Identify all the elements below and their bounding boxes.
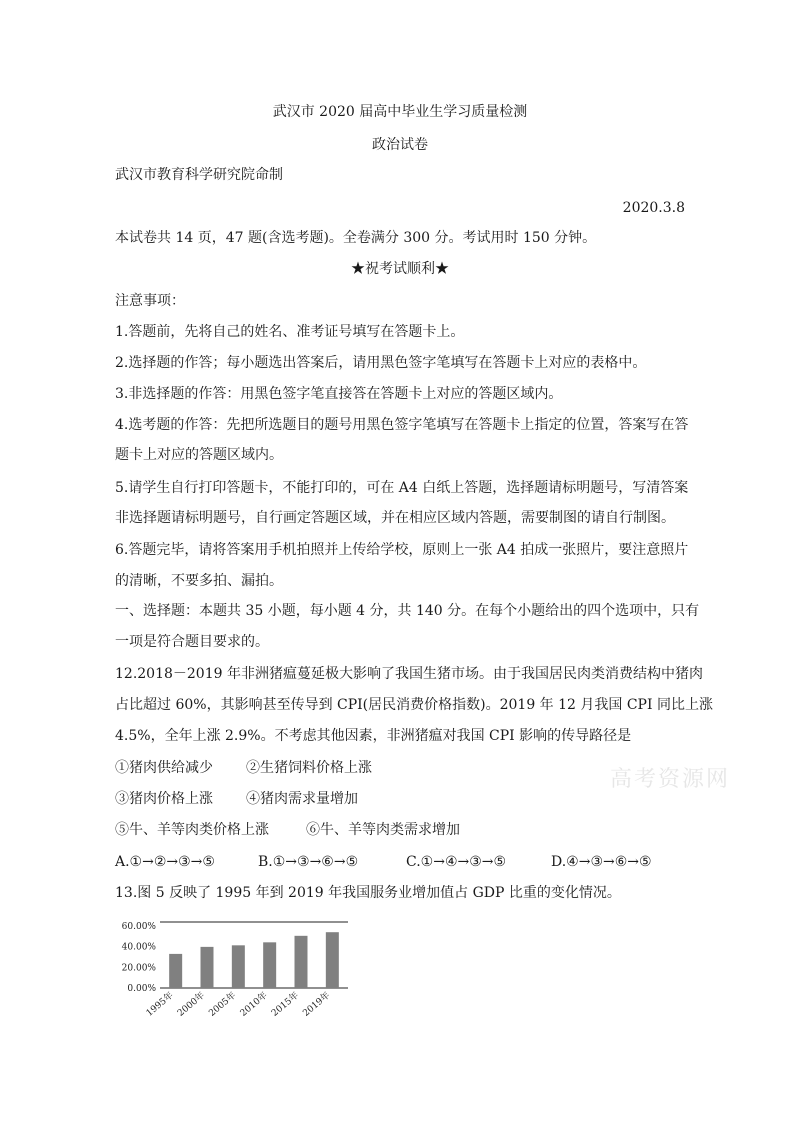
blessing: ★祝考试顺利★ <box>351 261 449 277</box>
q12-stem: 4.5%，全年上涨 2.9%。不考虑其他因素，非洲猪瘟对我国 CPI 影响的传导路径是 <box>115 728 632 744</box>
note-line: 的清晰，不要多拍、漏拍。 <box>115 573 283 589</box>
bar <box>295 936 308 988</box>
y-tick-label: 40.00% <box>121 942 156 953</box>
section-heading-cont: 一项是符合题目要求的。 <box>115 634 269 650</box>
q13-stem: 13.图 5 反映了 1995 年到 2019 年我国服务业增加值占 GDP 比重的变化情况。 <box>115 885 621 901</box>
note-line: 6.答题完毕，请将答案用手机拍照并上传给学校，原则上一张 A4 拍成一张照片，要注意照片 <box>115 542 689 558</box>
note-line: 4.选考题的作答：先把所选题目的题号用黑色签字笔填写在答题卡上指定的位置，答案写在答 <box>115 417 689 433</box>
note-line: 2.选择题的作答；每小题选出答案后，请用黑色签字笔填写在答题卡上对应的表格中。 <box>115 355 647 371</box>
note-line: 5.请学生自行打印答题卡，不能打印的，可在 A4 白纸上答题，选择题请标明题号，写清答案 <box>115 480 689 496</box>
q12-stem: 12.2018－2019 年非洲猪瘟蔓延极大影响了我国生猪市场。由于我国居民肉类消费结构中猪肉 <box>115 666 703 682</box>
bar <box>263 942 276 988</box>
q12-item: ⑤牛、羊等肉类价格上涨 <box>115 822 269 838</box>
x-tick-label: 1995年 <box>144 990 176 1019</box>
q12-item: ③猪肉价格上涨 <box>115 791 213 807</box>
publisher: 武汉市教育科学研究院命制 <box>115 167 283 183</box>
note-line: 1.答题前，先将自己的姓名、准考证号填写在答题卡上。 <box>115 324 465 340</box>
exam-date: 2020.3.8 <box>622 200 685 216</box>
exam-title: 武汉市 2020 届高中毕业生学习质量检测 <box>272 104 528 120</box>
exam-summary: 本试卷共 14 页，47 题(含选考题)。全卷满分 300 分。考试用时 150 分钟。 <box>115 230 597 246</box>
bar <box>232 945 245 988</box>
exam-subject: 政治试卷 <box>372 137 428 153</box>
x-tick-label: 2015年 <box>270 990 301 1019</box>
service-gdp-chart <box>110 908 360 1028</box>
y-tick-label: 60.00% <box>121 922 156 932</box>
q12-option-a: A.①→②→③→⑤ <box>115 854 215 870</box>
watermark: 高考资源网 <box>610 767 731 792</box>
x-tick-label: 2019年 <box>301 990 333 1019</box>
y-tick-label: 20.00% <box>121 963 156 974</box>
note-line: 题卡上对应的答题区域内。 <box>115 447 283 463</box>
notes-heading: 注意事项： <box>115 293 185 309</box>
chart-svg <box>110 908 360 1028</box>
section-heading: 一、选择题：本题共 35 小题，每小题 4 分，共 140 分。在每个小题给出的四个选项中，只有 <box>115 603 700 619</box>
q12-option-d: D.④→③→⑥→⑤ <box>551 854 652 870</box>
x-tick-label: 2005年 <box>207 990 239 1019</box>
q12-item: ②生猪饲料价格上涨 <box>246 760 372 776</box>
bar <box>169 954 182 988</box>
q12-item: ⑥牛、羊等肉类需求增加 <box>306 822 460 838</box>
q12-item: ①猪肉供给减少 <box>115 760 213 776</box>
q12-stem: 占比超过 60%，其影响甚至传导到 CPI(居民消费价格指数)。2019 年 12 月我国 CPI 同比上涨 <box>115 697 713 713</box>
note-line: 非选择题请标明题号，自行画定答题区域，并在相应区域内答题，需要制图的请自行制图。 <box>115 510 675 526</box>
q12-option-b: B.①→③→⑥→⑤ <box>258 854 359 870</box>
x-tick-label: 2000年 <box>176 990 207 1019</box>
q12-item: ④猪肉需求量增加 <box>246 791 358 807</box>
y-tick-label: 0.00% <box>127 984 156 994</box>
q12-option-c: C.①→④→③→⑤ <box>406 854 507 870</box>
bar <box>201 947 214 988</box>
note-line: 3.非选择题的作答：用黑色签字笔直接答在答题卡上对应的答题区域内。 <box>115 386 563 402</box>
bar <box>326 932 339 988</box>
x-tick-label: 2010年 <box>238 990 270 1019</box>
